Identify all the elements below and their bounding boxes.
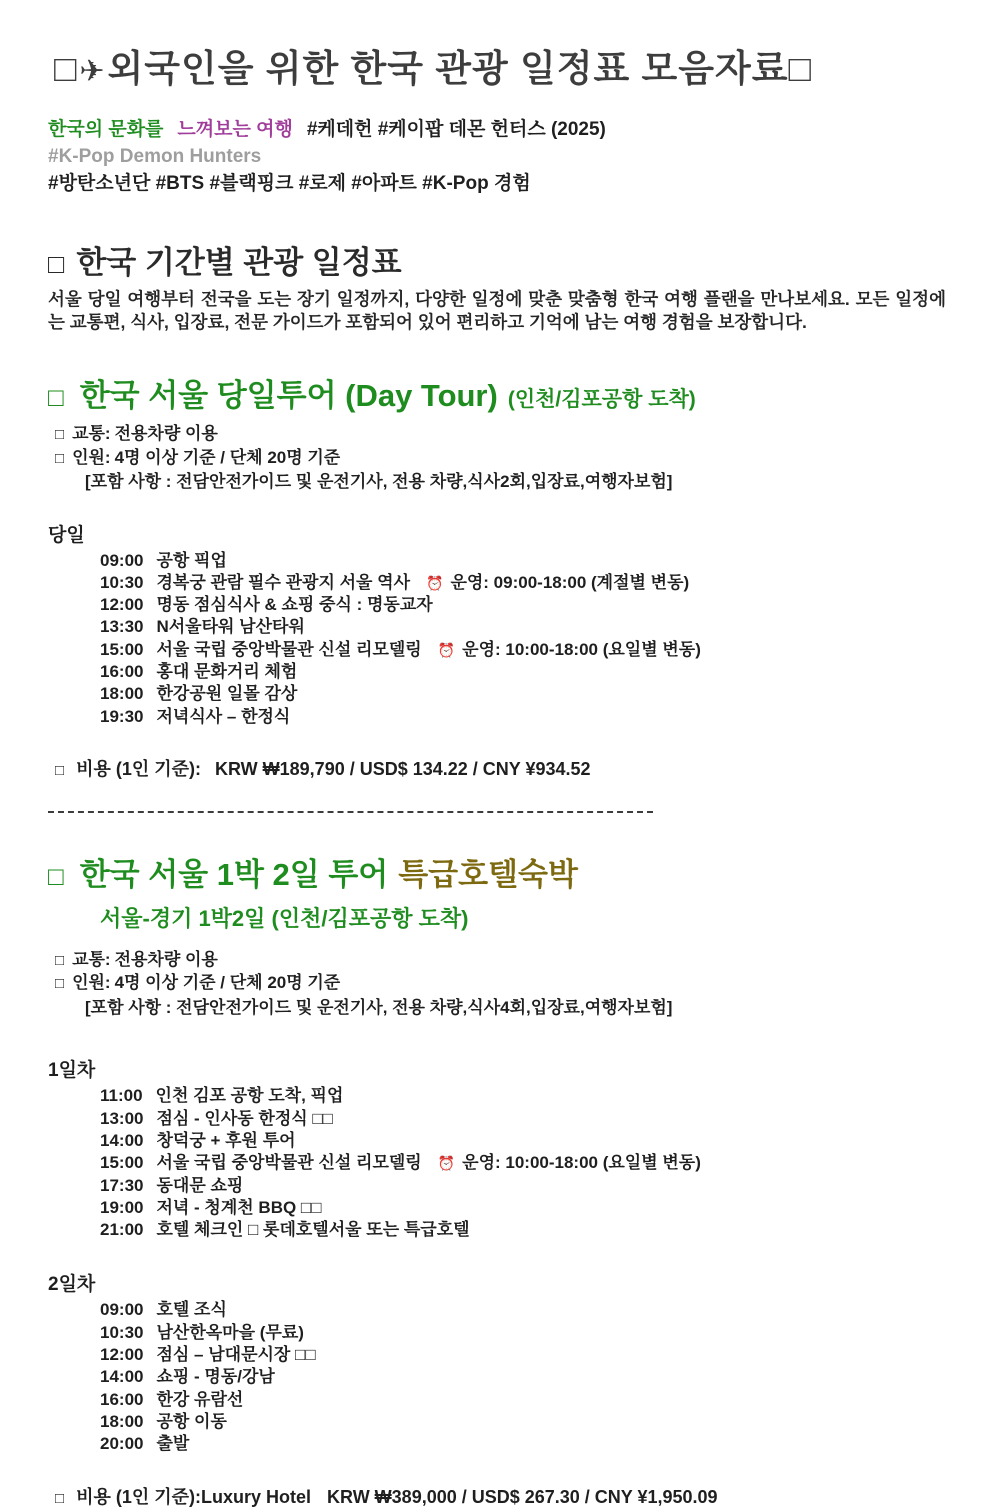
airplane-icon: ✈ <box>79 55 106 88</box>
tour1-transport-value: 전용차량 이용 <box>114 424 218 443</box>
schedule-activity: 서울 국립 중앙박물관 신설 리모델링 <box>156 639 422 659</box>
schedule-activity: 저녁 - 청계천 BBQ □□ <box>156 1197 322 1217</box>
tour2-day2-label: 2일차 <box>48 1274 96 1296</box>
schedule-row <box>48 1085 946 1107</box>
tour1-people-value: 4명 이상 기준 / 단체 20명 기준 <box>114 447 341 467</box>
schedule-time: 11:00 <box>100 1086 143 1106</box>
schedule-time: 14:00 <box>100 1367 144 1387</box>
schedule-time: 17:30 <box>100 1175 144 1195</box>
checkbox-icon: □ <box>55 426 65 443</box>
schedule-row <box>48 639 946 661</box>
schedule-time: 21:00 <box>100 1220 144 1240</box>
schedule-activity: 공항 픽업 <box>156 550 227 570</box>
schedule-row <box>48 706 946 728</box>
schedule-activity: 한강 유람선 <box>156 1389 244 1409</box>
schedule-time: 19:30 <box>100 706 144 726</box>
overview-description: 서울 당일 여행부터 전국을 도는 장기 일정까지, 다양한 일정에 맞춘 맞춤형 한국 여행 플랜을 만나보세요. 모든 일정에는 교통편, 식사, 입장료, 전문 가이드가 포함되어 있어 편리하고 기억에 남는 여행 경험을 보장합니다. <box>48 289 946 332</box>
schedule-row <box>48 572 946 594</box>
schedule-row <box>48 550 946 572</box>
schedule-activity: N서울타워 남산타워 <box>156 617 305 637</box>
tour1-heading-text: 한국 서울 당일투어 (Day Tour) <box>79 378 498 413</box>
schedule-time: 16:00 <box>100 1389 144 1409</box>
tour2-price <box>55 1483 946 1509</box>
overview-heading <box>48 237 946 282</box>
schedule-activity: 동대문 쇼핑 <box>156 1175 244 1195</box>
schedule-activity: 공항 이동 <box>156 1411 227 1431</box>
schedule-note: 운영: 10:00-18:00 (요일별 변동) <box>462 1153 701 1173</box>
tour2-day2-schedule <box>48 1299 946 1455</box>
schedule-row <box>48 1389 946 1411</box>
schedule-time: 13:30 <box>100 617 144 637</box>
schedule-row <box>48 683 946 705</box>
overview-heading-box: □ <box>48 249 65 279</box>
schedule-time: 09:00 <box>100 1300 144 1320</box>
schedule-activity: 호텔 체크인 □ 롯데호텔서울 또는 특급호텔 <box>156 1220 470 1240</box>
schedule-time: 15:00 <box>100 1153 144 1173</box>
schedule-row <box>48 661 946 683</box>
intro-line-2: #K-Pop Demon Hunters <box>48 146 262 167</box>
tour2-people-value: 4명 이상 기준 / 단체 20명 기준 <box>114 973 341 993</box>
schedule-activity: 명동 점심식사 & 쇼핑 중식 : 명동교자 <box>156 595 433 615</box>
schedule-time: 18:00 <box>100 684 144 704</box>
tour2-transport-line <box>55 949 946 973</box>
tour2-heading <box>48 849 946 894</box>
checkbox-icon: □ <box>55 449 65 467</box>
tour1-transport-label: 교통: <box>72 424 111 443</box>
schedule-time: 10:30 <box>100 1322 144 1342</box>
schedule-activity: 창덕궁 + 후원 투어 <box>156 1130 296 1150</box>
schedule-activity: 출발 <box>156 1434 190 1454</box>
overview-heading-text: 한국 기간별 관광 일정표 <box>76 245 402 280</box>
schedule-time: 19:00 <box>100 1197 144 1217</box>
intro-block <box>48 116 946 197</box>
schedule-row <box>48 594 946 616</box>
tour2-people-line <box>55 972 946 996</box>
tour1-price-label: 비용 (1인 기준): <box>76 758 201 779</box>
tour2-transport-label: 교통: <box>72 949 111 969</box>
schedule-activity: 경복궁 관람 필수 관광지 서울 역사 <box>156 572 411 592</box>
section-divider <box>48 811 653 813</box>
tour1-schedule <box>48 550 946 728</box>
tour2-subheading: 서울-경기 1박2일 (인천/김포공항 도착) <box>100 905 469 931</box>
tour2-price-value: KRW ₩389,000 / USD$ 267.30 / CNY ¥1,950.09 <box>327 1486 718 1507</box>
alarm-clock-icon: ⏰ <box>437 1155 456 1172</box>
tour1-heading-sub: (인천/김포공항 도착) <box>507 388 696 411</box>
tour2-price-label: 비용 (1인 기준): <box>76 1486 201 1507</box>
schedule-time: 15:00 <box>100 639 144 659</box>
schedule-row <box>48 1108 946 1130</box>
schedule-note: 운영: 09:00-18:00 (계절별 변동) <box>450 572 690 592</box>
schedule-time: 09:00 <box>100 550 144 570</box>
checkbox-icon: □ <box>55 975 65 993</box>
schedule-row <box>48 616 946 638</box>
tour1-people-label: 인원: <box>72 447 111 467</box>
tour1-price-value: KRW ₩189,790 / USD$ 134.22 / CNY ¥934.52 <box>215 758 591 779</box>
intro-line-3: #방탄소년단 #BTS #블랙핑크 #로제 #아파트 #K-Pop 경험 <box>48 173 531 194</box>
schedule-activity: 호텔 조식 <box>156 1300 227 1320</box>
intro-hashtags-2025: #케데헌 #케이팝 데몬 헌터스 (2025) <box>306 119 606 140</box>
schedule-row <box>48 1433 946 1455</box>
tour2-heading-box: □ <box>48 860 64 891</box>
tour1-people-line <box>55 447 946 471</box>
schedule-row <box>48 1322 946 1344</box>
schedule-time: 12:00 <box>100 595 144 615</box>
schedule-time: 14:00 <box>100 1130 144 1150</box>
schedule-row <box>48 1197 946 1219</box>
tour2-info <box>55 949 946 1020</box>
tour1-includes: [포함 사항 : 전담안전가이드 및 운전기사, 전용 차량,식사2회,입장료,여행자보험] <box>85 472 673 491</box>
page-title-text: 외국인을 위한 한국 관광 일정표 모음자료 <box>107 48 789 89</box>
tour1-day-label: 당일 <box>48 524 85 546</box>
schedule-activity: 인천 김포 공항 도착, 픽업 <box>155 1086 344 1106</box>
schedule-activity: 저녁식사 – 한정식 <box>156 706 291 726</box>
checkbox-icon: □ <box>55 951 65 969</box>
tour1-heading <box>48 370 946 415</box>
tour2-day1-label: 1일차 <box>48 1060 96 1082</box>
schedule-activity: 한강공원 일몰 감상 <box>156 684 298 704</box>
intro-line-1 <box>48 116 946 143</box>
schedule-row <box>48 1152 946 1174</box>
schedule-row <box>48 1219 946 1241</box>
schedule-time: 20:00 <box>100 1434 144 1454</box>
schedule-row <box>48 1175 946 1197</box>
schedule-row <box>48 1130 946 1152</box>
schedule-activity: 점심 – 남대문시장 □□ <box>156 1345 316 1365</box>
title-box-left: □ <box>54 48 78 89</box>
tour2-heading-gold: 특급호텔숙박 <box>398 856 578 892</box>
alarm-clock-icon: ⏰ <box>426 574 444 591</box>
page-title <box>54 38 946 92</box>
schedule-activity: 홍대 문화거리 체험 <box>156 661 298 681</box>
tour2-people-label: 인원: <box>72 973 111 993</box>
intro-culture-purple: 느껴보는 여행 <box>177 119 293 140</box>
checkbox-icon: □ <box>55 761 65 779</box>
schedule-time: 10:30 <box>100 572 144 592</box>
tour2-transport-value: 전용차량 이용 <box>114 949 218 969</box>
schedule-activity: 남산한옥마을 (무료) <box>156 1322 304 1342</box>
tour2-day1-schedule <box>48 1085 946 1241</box>
tour2-includes: [포함 사항 : 전담안전가이드 및 운전기사, 전용 차량,식사4회,입장료,여행자보험] <box>85 997 673 1017</box>
schedule-time: 18:00 <box>100 1411 144 1431</box>
schedule-row <box>48 1344 946 1366</box>
alarm-clock-icon: ⏰ <box>437 641 456 658</box>
tour1-heading-box: □ <box>48 382 64 412</box>
title-box-right: □ <box>788 48 812 89</box>
checkbox-icon: □ <box>55 1489 65 1507</box>
schedule-time: 13:00 <box>100 1108 144 1128</box>
schedule-row <box>48 1299 946 1321</box>
tour1-info <box>55 423 946 494</box>
tour2-heading-green: 한국 서울 1박 2일 투어 <box>79 856 389 892</box>
schedule-row <box>48 1366 946 1388</box>
tour2-price-hotel: Luxury Hotel <box>201 1486 312 1507</box>
schedule-activity: 서울 국립 중앙박물관 신설 리모델링 <box>156 1153 422 1173</box>
schedule-activity: 쇼핑 - 명동/강남 <box>156 1367 275 1387</box>
intro-culture-green: 한국의 문화를 <box>48 119 164 140</box>
schedule-row <box>48 1411 946 1433</box>
tour1-price <box>55 755 946 781</box>
schedule-time: 16:00 <box>100 661 144 681</box>
tour1-transport-line <box>55 423 946 447</box>
schedule-time: 12:00 <box>100 1345 144 1365</box>
schedule-note: 운영: 10:00-18:00 (요일별 변동) <box>462 639 701 659</box>
schedule-activity: 점심 - 인사동 한정식 □□ <box>156 1108 333 1128</box>
